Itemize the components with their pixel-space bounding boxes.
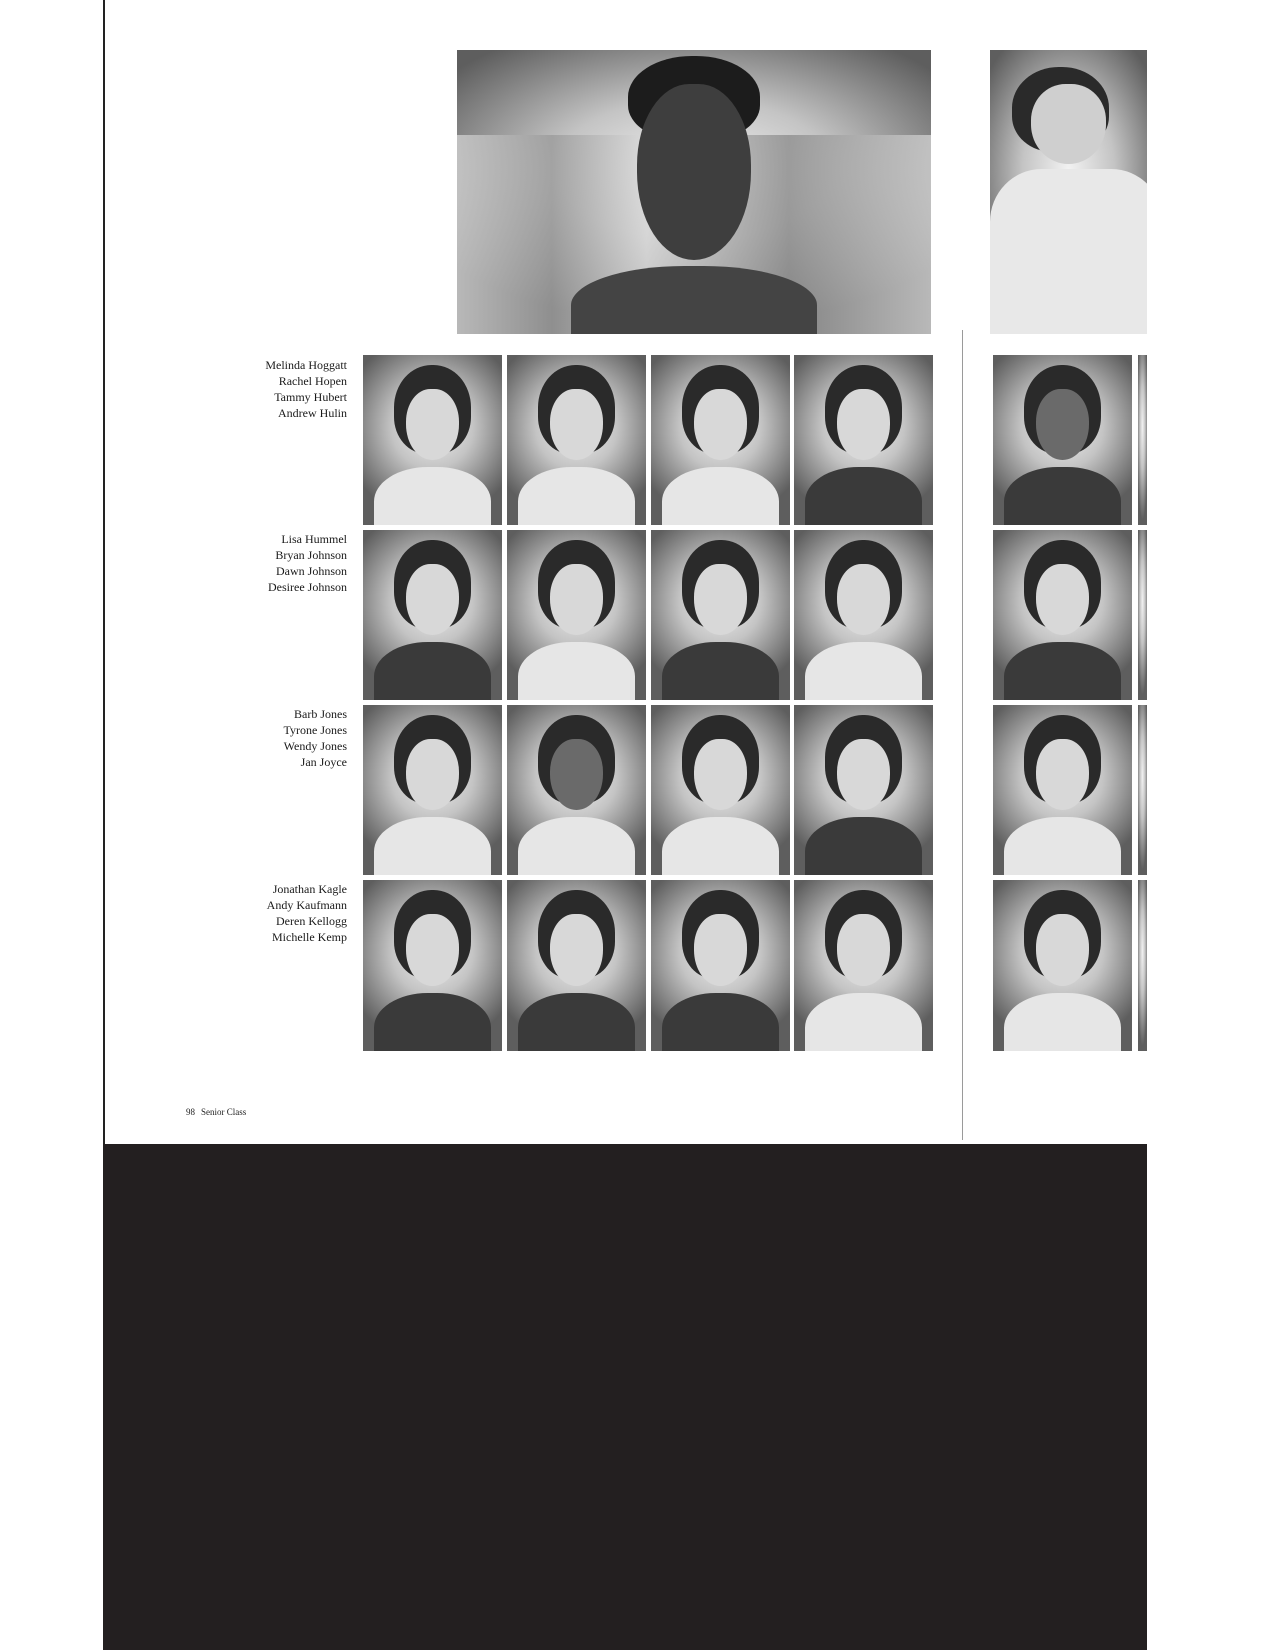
- page-number: 98: [186, 1107, 195, 1117]
- portrait-photo: [651, 705, 790, 875]
- student-name: Bryan Johnson: [275, 548, 347, 562]
- portrait-photo: [363, 530, 502, 700]
- portrait-photo: [651, 355, 790, 525]
- student-name: Dawn Johnson: [276, 564, 347, 578]
- candid-photo-adult: [990, 50, 1147, 334]
- portrait-photo-cropped: [1138, 880, 1147, 1051]
- student-name: Jan Joyce: [300, 755, 347, 769]
- student-name: Andy Kaufmann: [266, 898, 347, 912]
- candid-photo-student: [457, 50, 931, 334]
- name-list-row-2: [187, 531, 347, 595]
- portrait-photo: [993, 530, 1132, 700]
- student-name: Lisa Hummel: [281, 532, 347, 546]
- name-list-row-3: [187, 706, 347, 770]
- portrait-photo: [507, 355, 646, 525]
- student-name: Andrew Hulin: [278, 406, 347, 420]
- portrait-photo-cropped: [1138, 705, 1147, 875]
- portrait-photo: [507, 705, 646, 875]
- student-name: Jonathan Kagle: [272, 882, 347, 896]
- photo-figure-face: [1031, 84, 1106, 164]
- portrait-photo: [794, 705, 933, 875]
- student-name: Tammy Hubert: [274, 390, 347, 404]
- portrait-photo: [794, 355, 933, 525]
- photo-figure-body: [571, 266, 817, 334]
- portrait-photo: [507, 880, 646, 1051]
- name-list-row-4: [187, 881, 347, 945]
- student-name: Wendy Jones: [283, 739, 347, 753]
- student-name: Deren Kellogg: [276, 914, 347, 928]
- portrait-photo: [363, 705, 502, 875]
- student-name: Michelle Kemp: [272, 930, 347, 944]
- portrait-photo-cropped: [1138, 530, 1147, 700]
- portrait-photo: [993, 355, 1132, 525]
- student-name: Melinda Hoggatt: [265, 358, 347, 372]
- scan-dark-area: [103, 1144, 1147, 1650]
- student-name: Tyrone Jones: [283, 723, 347, 737]
- portrait-photo: [363, 355, 502, 525]
- portrait-photo: [794, 880, 933, 1051]
- portrait-photo: [651, 880, 790, 1051]
- page-gutter: [962, 330, 963, 1140]
- student-name: Rachel Hopen: [278, 374, 347, 388]
- name-list-row-1: [187, 357, 347, 421]
- portrait-photo: [993, 880, 1132, 1051]
- section-title: Senior Class: [201, 1107, 247, 1117]
- page-footer: [186, 1107, 246, 1117]
- photo-figure-face: [637, 84, 751, 260]
- portrait-photo: [993, 705, 1132, 875]
- student-name: Desiree Johnson: [268, 580, 347, 594]
- portrait-photo-cropped: [1138, 355, 1147, 525]
- portrait-photo: [507, 530, 646, 700]
- portrait-photo: [651, 530, 790, 700]
- student-name: Barb Jones: [294, 707, 347, 721]
- portrait-photo: [363, 880, 502, 1051]
- photo-figure-body: [990, 169, 1147, 334]
- portrait-photo: [794, 530, 933, 700]
